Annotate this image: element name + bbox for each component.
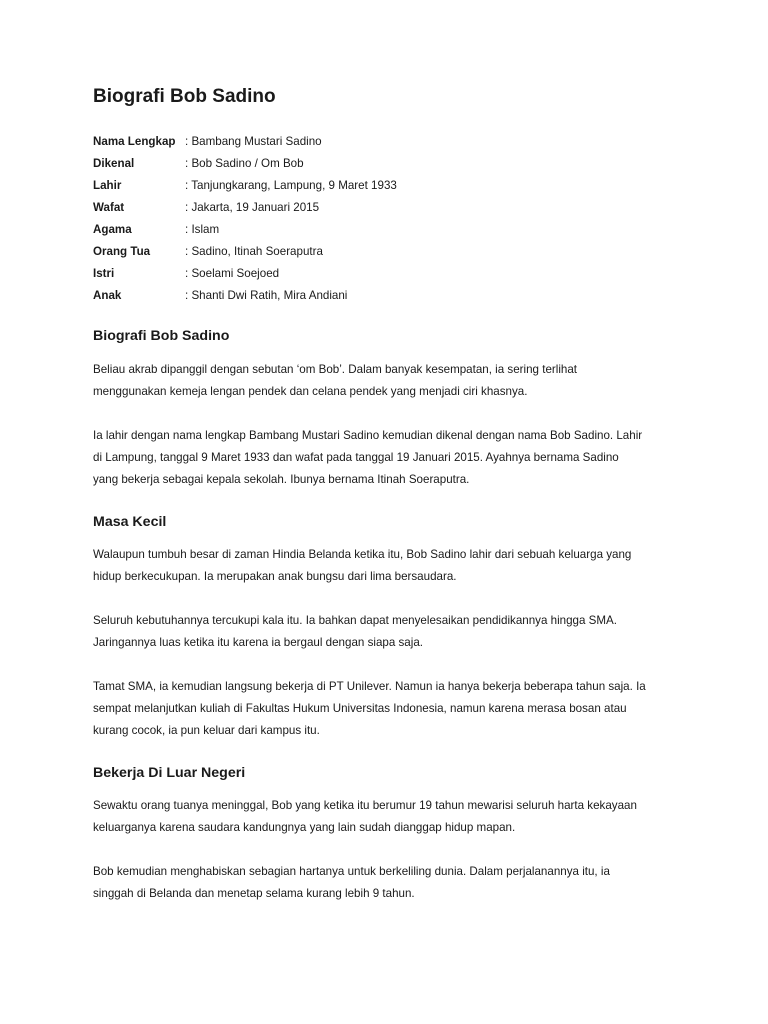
biodata-row: [93, 131, 397, 153]
biodata-label: Orang Tua: [93, 245, 151, 258]
paragraph: Beliau akrab dipanggil dengan sebutan ‘om Bob’. Dalam banyak kesempatan, ia sering terlihat menggunakan kemeja lengan pendek dan celana pendek yang menjadi ciri khasnya.: [93, 363, 578, 398]
biodata-row: [93, 197, 397, 219]
biodata-label: Agama: [93, 223, 132, 236]
section-heading: Biografi Bob Sadino: [93, 328, 230, 344]
biodata-value: : Shanti Dwi Ratih, Mira Andiani: [185, 289, 348, 302]
biodata-label: Dikenal: [93, 157, 135, 170]
biodata-label: Anak: [93, 289, 122, 302]
biodata-row: [93, 219, 397, 241]
biodata-row: [93, 153, 397, 175]
biodata-value: : Bob Sadino / Om Bob: [185, 157, 304, 170]
biodata-value: : Jakarta, 19 Januari 2015: [185, 201, 320, 214]
biodata-label: Wafat: [93, 201, 125, 214]
biodata-label: Nama Lengkap: [93, 135, 176, 148]
biodata-label: Istri: [93, 267, 115, 280]
paragraph: Seluruh kebutuhannya tercukupi kala itu. Ia bahkan dapat menyelesaikan pendidikannya hingga SMA. Jaringannya luas ketika itu karena ia bergaul dengan siapa saja.: [93, 614, 618, 649]
biodata-value: : Sadino, Itinah Soeraputra: [185, 245, 323, 258]
biodata-value: : Bambang Mustari Sadino: [185, 135, 322, 148]
biodata-value: : Soelami Soejoed: [185, 267, 280, 280]
biodata-value: : Tanjungkarang, Lampung, 9 Maret 1933: [185, 179, 397, 192]
paragraph: Sewaktu orang tuanya meninggal, Bob yang ketika itu berumur 19 tahun mewarisi seluruh harta kekayaan keluarganya karena saudara kandungnya yang lain sudah dianggap hidup mapan.: [93, 799, 637, 834]
paragraph: Bob kemudian menghabiskan sebagian hartanya untuk berkeliling dunia. Dalam perjalanannya itu, ia singgah di Belanda dan menetap selama kurang lebih 9 tahun.: [93, 865, 610, 900]
section-heading: Masa Kecil: [93, 514, 167, 530]
biodata-row: [93, 263, 397, 285]
biodata-label: Lahir: [93, 179, 122, 192]
biodata-value: : Islam: [185, 223, 220, 236]
biodata-table: [93, 131, 397, 307]
paragraph: Tamat SMA, ia kemudian langsung bekerja di PT Unilever. Namun ia hanya bekerja beberapa tahun saja. Ia sempat melanjutkan kuliah di Fakultas Hukum Universitas Indonesia, namun karena merasa bosan atau kurang cocok, ia pun keluar dari kampus itu.: [93, 680, 646, 737]
document-title: Biografi Bob Sadino: [93, 86, 276, 107]
paragraph: Walaupun tumbuh besar di zaman Hindia Belanda ketika itu, Bob Sadino lahir dari sebuah keluarga yang hidup berkecukupan. Ia merupakan anak bungsu dari lima bersaudara.: [93, 548, 632, 583]
biodata-row: [93, 241, 397, 263]
section-heading: Bekerja Di Luar Negeri: [93, 765, 246, 781]
biodata-row: [93, 175, 397, 197]
biodata-row: [93, 285, 397, 307]
paragraph: Ia lahir dengan nama lengkap Bambang Mustari Sadino kemudian dikenal dengan nama Bob Sadino. Lahir di Lampung, tanggal 9 Maret 1933 dan wafat pada tanggal 19 Januari 2015. Ayahnya bernama Sadino yang bekerja sebagai kepala sekolah. Ibunya bernama Itinah Soeraputra.: [93, 429, 643, 486]
